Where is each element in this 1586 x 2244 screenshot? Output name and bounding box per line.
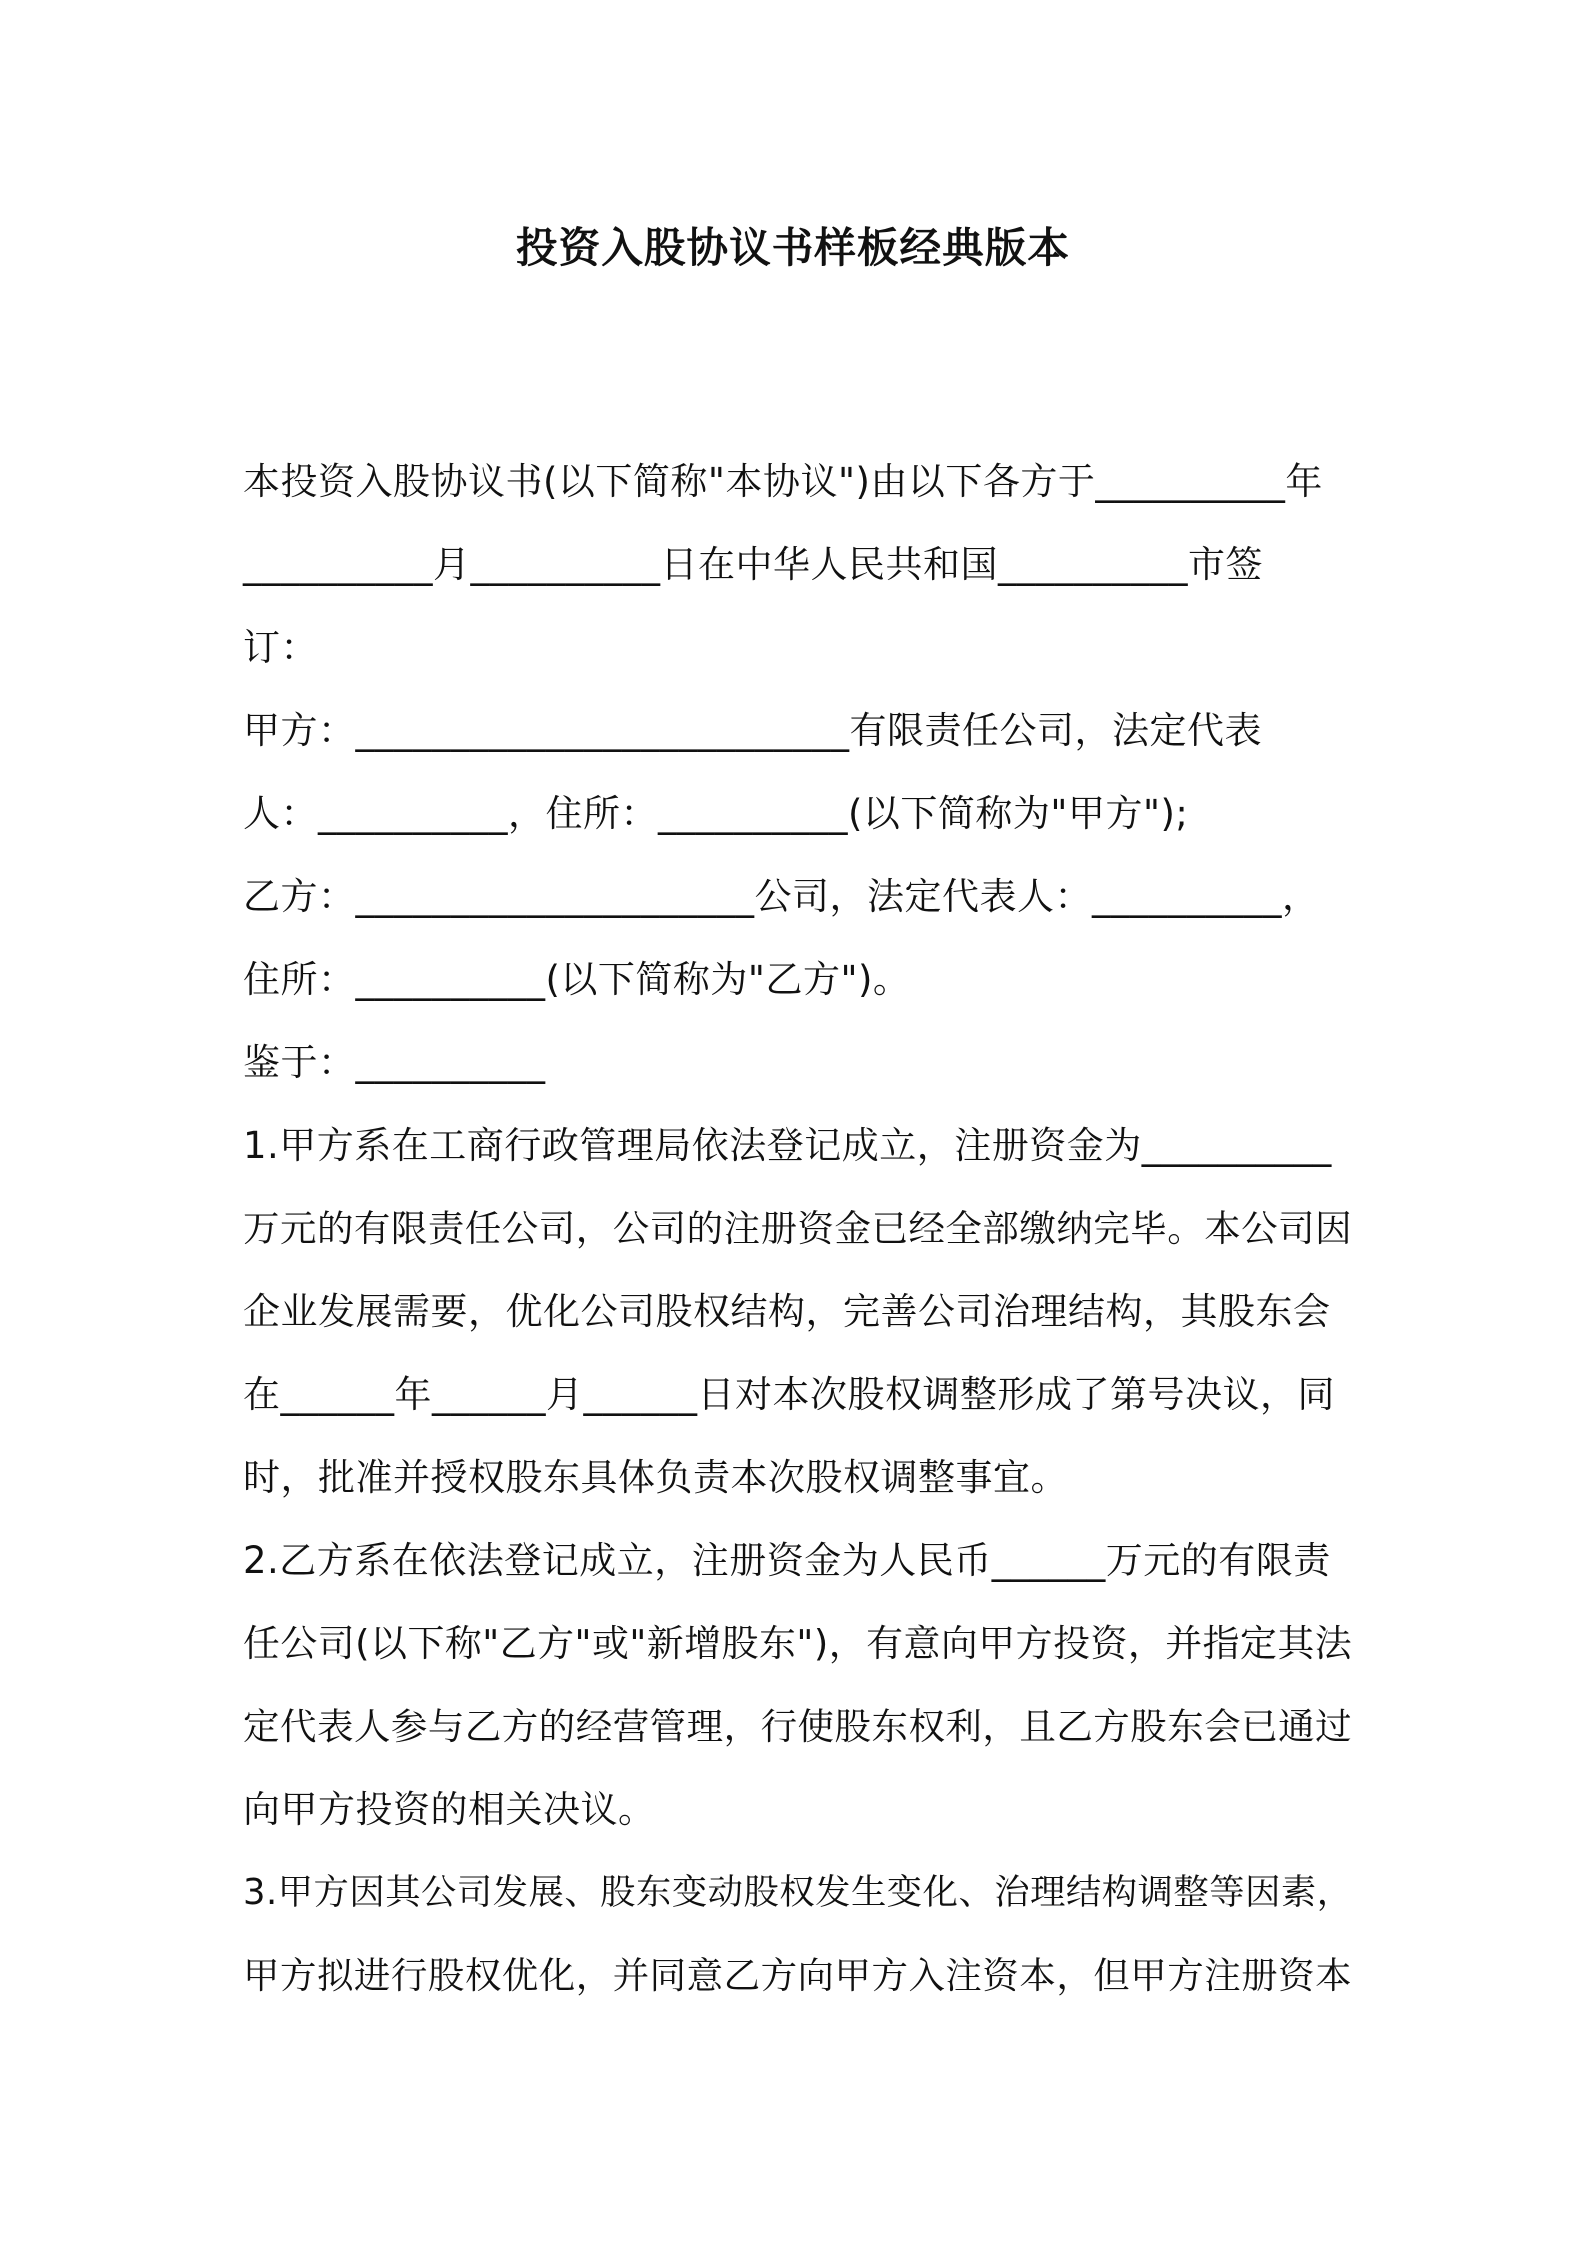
body-line-17: 向甲方投资的相关决议。 [243, 1788, 656, 1831]
body-line-19: 甲方拟进行股权优化，并同意乙方向甲方入注资本，但甲方注册资本 [243, 1954, 1353, 1997]
body-line-13: 时，批准并授权股东具体负责本次股权调整事宜。 [243, 1456, 1068, 1499]
document-title: 投资入股协议书样板经典版本 [516, 223, 1070, 272]
body-line-7: 住所：__________(以下简称为"乙方")。 [243, 958, 911, 1001]
body-line-3: 订： [243, 626, 318, 669]
body-line-2: __________月__________日在中华人民共和国__________市签 [243, 543, 1263, 586]
body-line-10: 万元的有限责任公司，公司的注册资金已经全部缴纳完毕。本公司因 [243, 1207, 1353, 1250]
body-line-12: 在______年______月______日对本次股权调整形成了第号决议，同 [243, 1373, 1335, 1416]
body-line-5: 人：__________，住所：__________(以下简称为"甲方"); [243, 792, 1189, 835]
body-line-14: 2.乙方系在依法登记成立，注册资金为人民币______万元的有限责 [243, 1539, 1331, 1582]
body-line-15: 任公司(以下称"乙方"或"新增股东")，有意向甲方投资，并指定其法 [243, 1622, 1353, 1665]
body-line-11: 企业发展需要，优化公司股权结构，完善公司治理结构，其股东会 [243, 1290, 1331, 1333]
body-line-16: 定代表人参与乙方的经营管理，行使股东权利，且乙方股东会已通过 [243, 1705, 1353, 1748]
body-line-1: 本投资入股协议书(以下简称"本协议")由以下各方于__________年 [243, 460, 1323, 503]
body-line-8: 鉴于：__________ [243, 1041, 546, 1084]
body-line-4: 甲方：__________________________有限责任公司，法定代表 [243, 709, 1262, 752]
body-line-6: 乙方：_____________________公司，法定代表人：__________， [243, 875, 1320, 918]
body-line-9: 1.甲方系在工商行政管理局依法登记成立，注册资金为__________ [243, 1124, 1332, 1167]
body-line-18: 3.甲方因其公司发展、股东变动股权发生变化、治理结构调整等因素， [243, 1872, 1353, 1913]
